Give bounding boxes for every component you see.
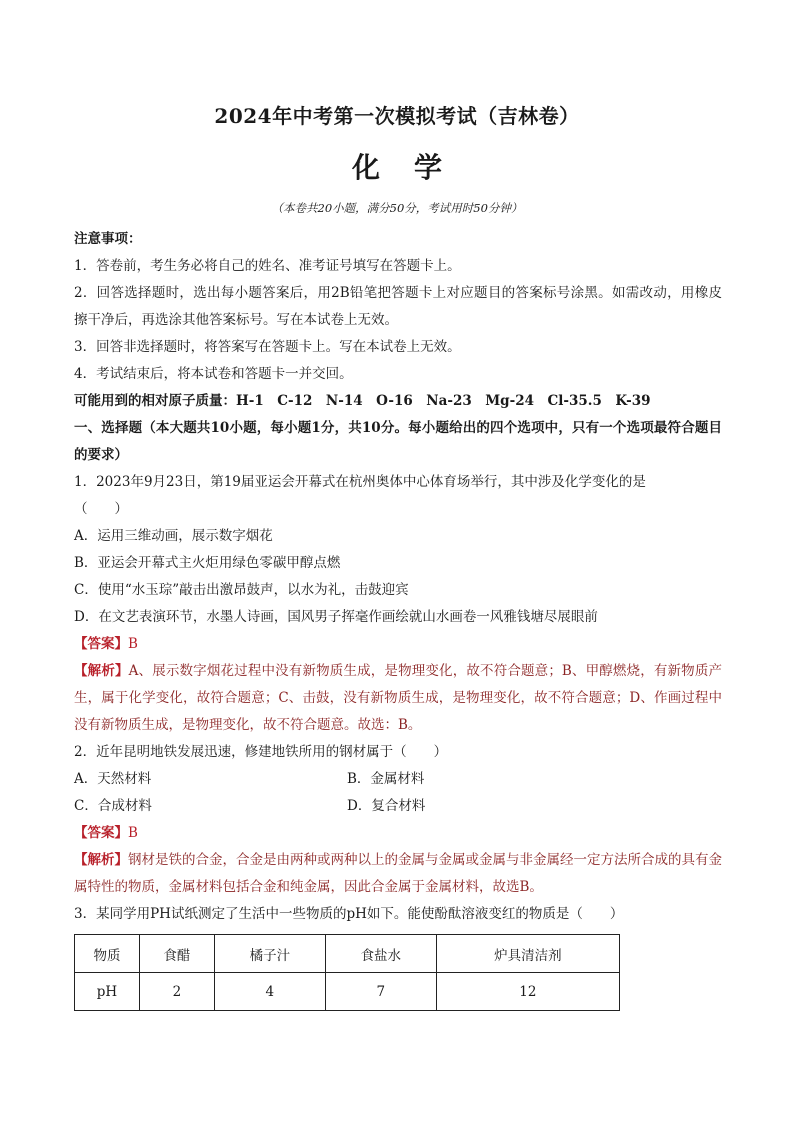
- question-2: [74, 739, 722, 901]
- table-cell: 12: [436, 973, 619, 1011]
- note-item: 4．考试结束后，将本试卷和答题卡一并交回。: [74, 366, 353, 382]
- section-heading: 一、选择题（本大题共10小题，每小题1分，共10分。每小题给出的四个选项中，只有一个选项最符合题目的要求）: [74, 420, 722, 463]
- options-row: [74, 766, 722, 793]
- table-cell: 4: [214, 973, 325, 1011]
- option-c: C．合成材料: [74, 798, 152, 814]
- option-a: A．天然材料: [74, 771, 152, 787]
- answer-tag: 【答案】: [74, 636, 128, 652]
- notes-heading: 注意事项：: [74, 231, 142, 247]
- option-a: A．运用三维动画，展示数字烟花: [74, 528, 273, 544]
- option-d: D．在文艺表演环节，水墨人诗画，国风男子挥毫作画绘就山水画卷一风雅钱塘尽展眼前: [74, 609, 598, 625]
- option-c: C．使用“水玉琮”敲击出激昂鼓声，以水为礼，击鼓迎宾: [74, 582, 409, 598]
- answer-line: [74, 820, 722, 847]
- table-header-row: [75, 935, 620, 973]
- table-cell: 7: [325, 973, 436, 1011]
- question-1: [74, 469, 722, 739]
- question-3: [74, 901, 722, 928]
- option-b: B．金属材料: [347, 771, 425, 787]
- note-item: 3．回答非选择题时，将答案写在答题卡上。写在本试卷上无效。: [74, 339, 461, 355]
- ph-table: [74, 934, 620, 1011]
- analysis-tag: 【解析】: [74, 852, 128, 868]
- exam-title: 2024年中考第一次模拟考试（吉林卷）: [214, 104, 580, 128]
- table-cell: 橘子汁: [214, 935, 325, 973]
- analysis-text: 钢材是铁的合金，合金是由两种或两种以上的金属与金属或金属与非金属经一定方法所合成的具有金属特性的物质，金属材料包括合金和纯金属，因此合金属于金属材料，故选B。: [74, 852, 722, 895]
- option-d: D．复合材料: [347, 798, 426, 814]
- answer-line: [74, 631, 722, 658]
- exam-body: [74, 226, 722, 928]
- atomic-masses: 可能用到的相对原子质量：H-1 C-12 N-14 O-16 Na-23 Mg-24 Cl-35.5 K-39: [74, 393, 651, 409]
- table-cell: 2: [140, 973, 215, 1011]
- analysis: [74, 658, 722, 739]
- subject-title: 化学: [351, 151, 476, 184]
- analysis-text: A、展示数字烟花过程中没有新物质生成，是物理变化，故不符合题意；B、甲醇燃烧，有新物质产生，属于化学变化，故符合题意；C、击鼓，没有新物质生成，是物理变化，故不符合题意；D、作画过程中没有新物质生成，是物理变化，故不符合题意。故选：B。: [74, 663, 723, 733]
- table-cell: pH: [75, 973, 140, 1011]
- exam-info: （本卷共20小题，满分50分，考试用时50分钟）: [271, 201, 523, 215]
- answer-value: B: [128, 825, 138, 841]
- question-stem: 2．近年昆明地铁发展迅速，修建地铁所用的钢材属于（ ）: [74, 744, 448, 760]
- question-stem: 1．2023年9月23日，第19届亚运会开幕式在杭州奥体中心体育场举行，其中涉及化学变化的是: [74, 474, 646, 490]
- table-row: [75, 973, 620, 1011]
- options-row: [74, 793, 722, 820]
- answer-blank: （ ）: [74, 501, 128, 517]
- table-cell: 炉具清洁剂: [436, 935, 619, 973]
- option-b: B．亚运会开幕式主火炬用绿色零碳甲醇点燃: [74, 555, 341, 571]
- question-stem: 3．某同学用PH试纸测定了生活中一些物质的pH如下。能使酚酞溶液变红的物质是（ ）: [74, 906, 624, 922]
- answer-tag: 【答案】: [74, 825, 128, 841]
- note-item: 2．回答选择题时，选出每小题答案后，用2B铅笔把答题卡上对应题目的答案标号涂黑。如需改动，用橡皮擦干净后，再选涂其他答案标号。写在本试卷上无效。: [74, 285, 722, 328]
- note-item: 1．答卷前，考生务必将自己的姓名、准考证号填写在答题卡上。: [74, 258, 461, 274]
- table-cell: 食醋: [140, 935, 215, 973]
- analysis-tag: 【解析】: [74, 663, 129, 679]
- table-cell: 物质: [75, 935, 140, 973]
- answer-value: B: [128, 636, 138, 652]
- table-cell: 食盐水: [325, 935, 436, 973]
- analysis: [74, 847, 722, 901]
